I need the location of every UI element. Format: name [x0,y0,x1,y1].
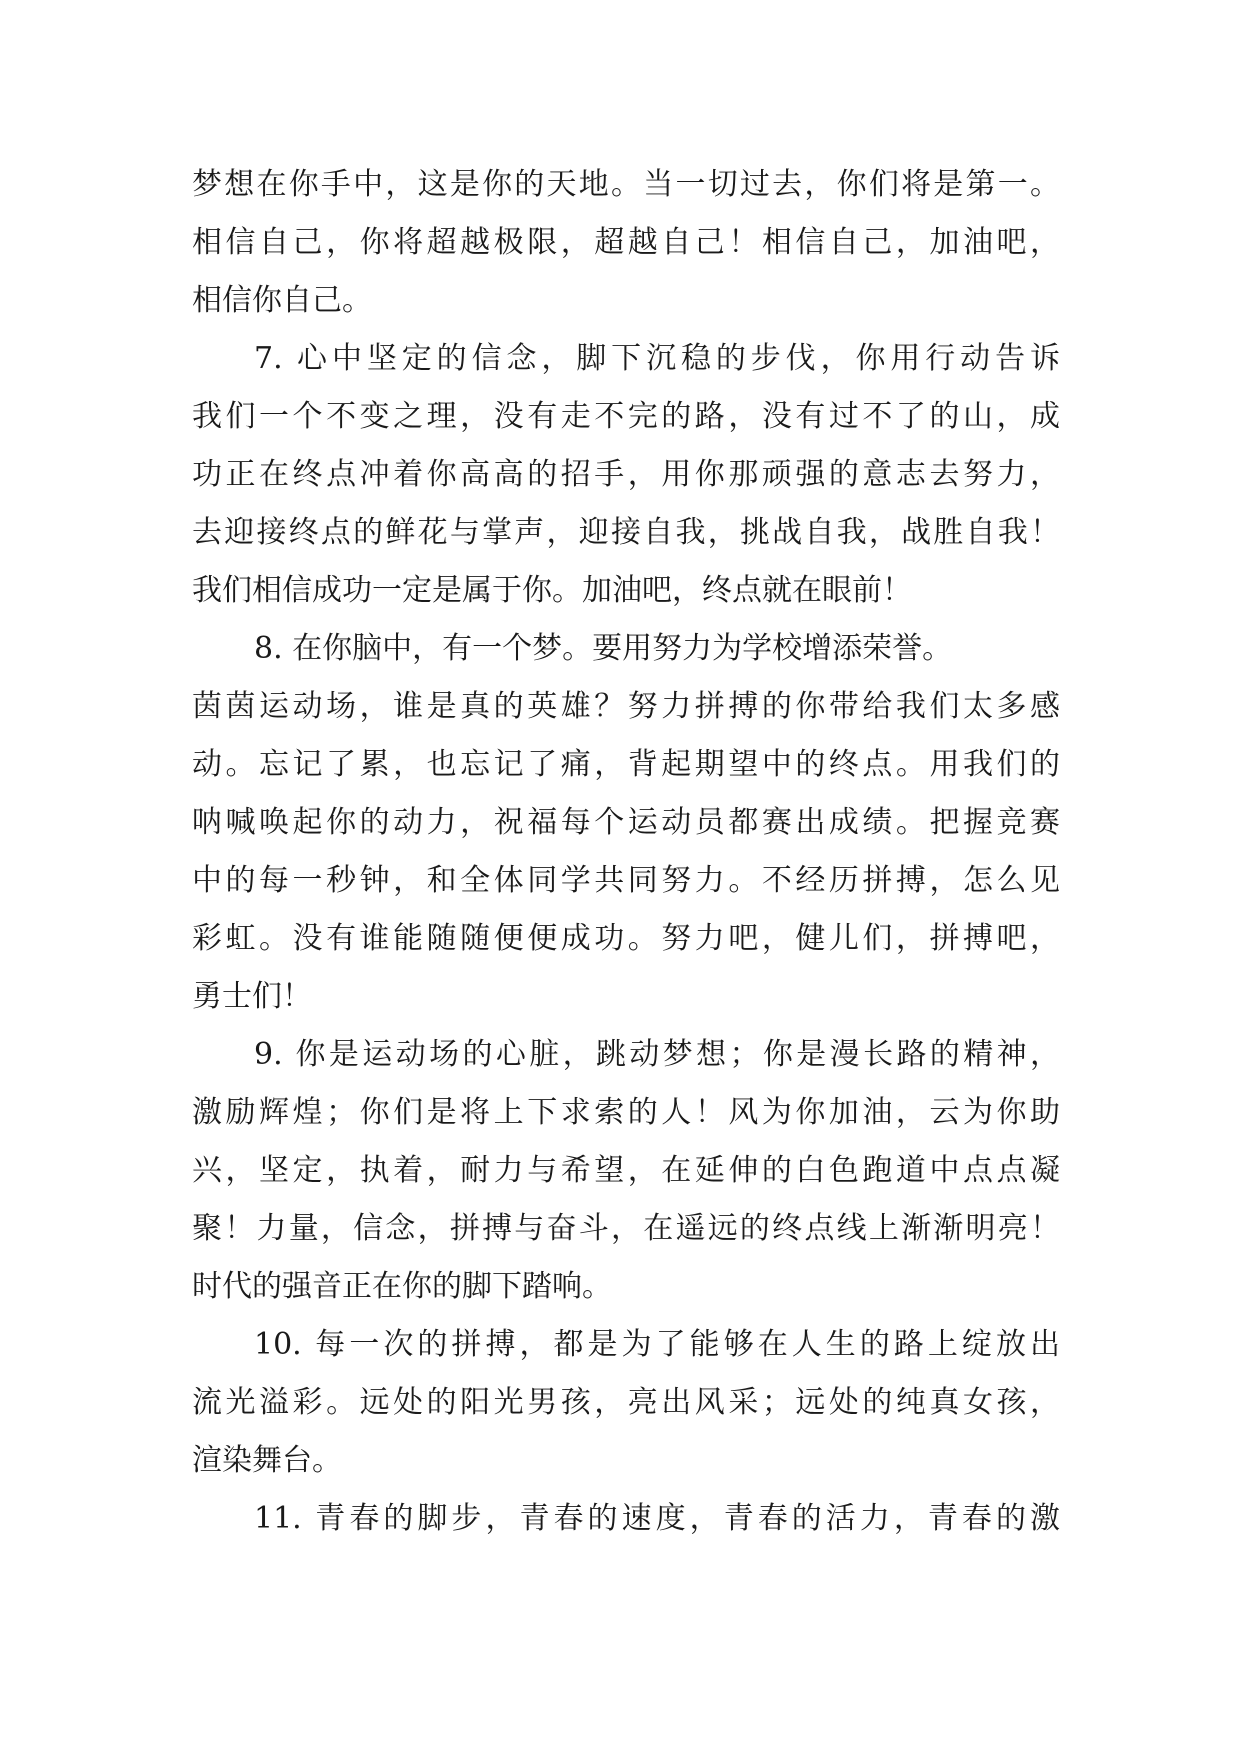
text-line: 相信自己，你将超越极限，超越自己！相信自己，加油吧， [192,225,1060,260]
text-line: 动。忘记了累，也忘记了痛，背起期望中的终点。用我们的 [192,747,1060,782]
text-line: 渲染舞台。 [192,1443,342,1478]
text-line: 我们一个不变之理，没有走不完的路，没有过不了的山，成 [192,399,1060,434]
text-line: 中的每一秒钟，和全体同学共同努力。不经历拼搏，怎么见 [192,863,1060,898]
paragraph-8-first-line: 8. 在你脑中，有一个梦。要用努力为学校增添荣誉。 [254,631,953,666]
text-line: 茵茵运动场，谁是真的英雄？努力拼搏的你带给我们太多感 [192,689,1060,724]
text-line: 时代的强音正在你的脚下踏响。 [192,1269,612,1304]
text-line: 流光溢彩。远处的阳光男孩，亮出风采；远处的纯真女孩， [192,1385,1060,1420]
paragraph-10-first-line: 10. 每一次的拼搏，都是为了能够在人生的路上绽放出 [254,1327,1060,1362]
text-line: 去迎接终点的鲜花与掌声，迎接自我，挑战自我，战胜自我！ [192,515,1060,550]
text-line: 兴，坚定，执着，耐力与希望，在延伸的白色跑道中点点凝 [192,1153,1060,1188]
text-line: 聚！力量，信念，拼搏与奋斗，在遥远的终点线上渐渐明亮！ [192,1211,1060,1246]
text-line: 我们相信成功一定是属于你。加油吧，终点就在眼前！ [192,573,912,608]
text-line: 呐喊唤起你的动力，祝福每个运动员都赛出成绩。把握竞赛 [192,805,1060,840]
paragraph-11-first-line: 11. 青春的脚步，青春的速度，青春的活力，青春的激 [254,1501,1060,1536]
text-line: 梦想在你手中，这是你的天地。当一切过去，你们将是第一。 [192,167,1060,202]
text-line: 彩虹。没有谁能随随便便成功。努力吧，健儿们，拼搏吧， [192,921,1060,956]
paragraph-9-first-line: 9. 你是运动场的心脏，跳动梦想；你是漫长路的精神， [254,1037,1060,1072]
text-line: 勇士们！ [192,979,312,1014]
text-line: 相信你自己。 [192,283,372,318]
text-line: 功正在终点冲着你高高的招手，用你那顽强的意志去努力， [192,457,1060,492]
document-body [192,156,1060,1548]
paragraph-7-first-line: 7. 心中坚定的信念，脚下沉稳的步伐，你用行动告诉 [254,341,1060,376]
text-line: 激励辉煌；你们是将上下求索的人！风为你加油，云为你助 [192,1095,1060,1130]
